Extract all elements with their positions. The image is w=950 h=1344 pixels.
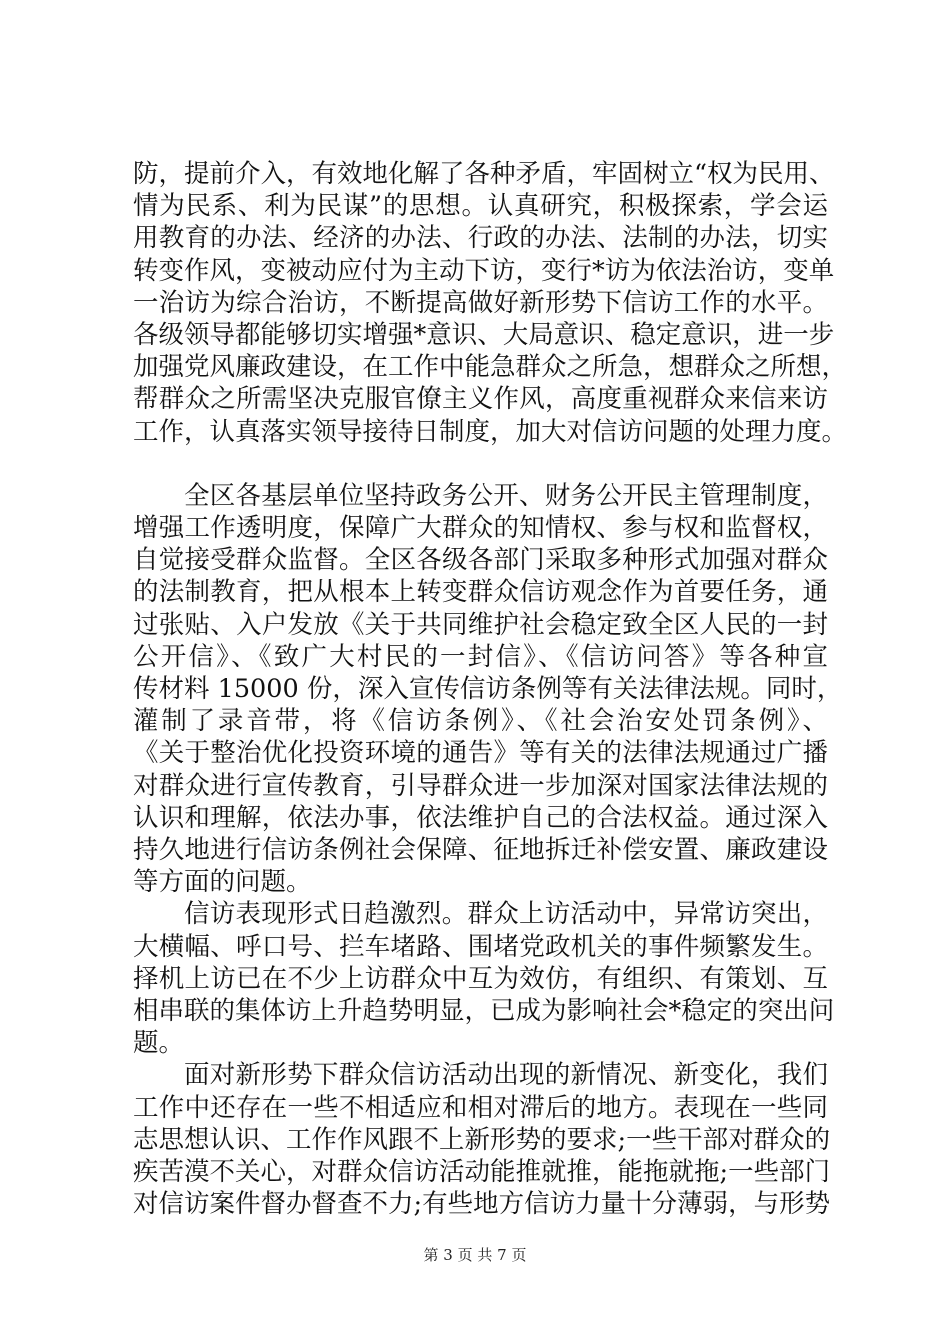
- text-line: 信访表现形式日趋激烈。群众上访活动中，异常访突出，: [184, 899, 828, 930]
- text-line: 防，提前介入，有效地化解了各种矛盾，牢固树立“权为民用、: [133, 159, 835, 189]
- text-line: 工作中还存在一些不相适应和相对滞后的地方。表现在一些同: [133, 1092, 828, 1123]
- text-line: 等方面的问题。: [133, 867, 312, 898]
- text-line: 对群众进行宣传教育，引导群众进一步加深对国家法律法规的: [133, 770, 828, 801]
- text-line: 对信访案件督办督查不力;有些地方信访力量十分薄弱，与形势: [133, 1189, 831, 1220]
- paragraph: [133, 480, 843, 899]
- text-line: 大横幅、呼口号、拦车堵路、围堵党政机关的事件频繁发生。: [133, 931, 828, 962]
- text-line: 情为民系、利为民谋”的思想。认真研究，积极探索，学会运: [133, 191, 828, 222]
- text-line: 用教育的办法、经济的办法、行政的办法、法制的办法，切实: [133, 223, 828, 254]
- text-line: 过张贴、入户发放《关于共同维护社会稳定致全区人民的一封: [133, 609, 828, 640]
- text-line: 增强工作透明度，保障广大群众的知情权、参与权和监督权，: [133, 513, 828, 544]
- text-line: 持久地进行信访条例社会保障、征地拆迁补偿安置、廉政建设: [133, 835, 828, 866]
- text-line: 一治访为综合治访，不断提高做好新形势下信访工作的水平。: [133, 287, 828, 318]
- text-line: 的法制教育，把从根本上转变群众信访观念作为首要任务，通: [133, 577, 828, 608]
- text-line: 工作，认真落实领导接待日制度，加大对信访问题的处理力度。: [133, 416, 848, 447]
- text-line: 传材料 15000 份，深入宣传信访条例等有关法律法规。同时，: [133, 674, 843, 705]
- document-body: [133, 158, 848, 1221]
- text-line: 疾苦漠不关心，对群众信访活动能推就推，能拖就拖;一些部门: [133, 1157, 831, 1188]
- paragraph-gap: [133, 448, 828, 480]
- paragraph: [133, 898, 835, 1059]
- page-footer: 第 3 页 共 7 页: [423, 1246, 527, 1264]
- text-line: 灌制了录音带，将《信访条例》、《社会治安处罚条例》、: [133, 706, 828, 737]
- text-line: 认识和理解，依法办事，依法维护自己的合法权益。通过深入: [133, 802, 828, 833]
- text-line: 相串联的集体访上升趋势明显，已成为影响社会*稳定的突出问: [133, 996, 835, 1027]
- text-line: 转变作风，变被动应付为主动下访，变行*访为依法治访，变单: [133, 255, 835, 286]
- text-line: 全区各基层单位坚持政务公开、财务公开民主管理制度，: [184, 480, 828, 511]
- text-line: 志思想认识、工作作风跟不上新形势的要求;一些干部对群众的: [133, 1124, 831, 1155]
- text-line: 公开信》、《致广大村民的一封信》、《信访问答》等各种宣: [133, 641, 828, 672]
- paragraph: [133, 1059, 831, 1220]
- text-line: 加强党风廉政建设，在工作中能急群众之所急，想群众之所想，: [133, 352, 848, 383]
- text-line: 面对新形势下群众信访活动出现的新情况、新变化，我们: [184, 1060, 828, 1091]
- text-line: 自觉接受群众监督。全区各级各部门采取多种形式加强对群众: [133, 545, 828, 576]
- text-line: 帮群众之所需坚决克服官僚主义作风，高度重视群众来信来访: [133, 384, 828, 415]
- paragraph: [133, 158, 848, 448]
- text-line: 《关于整治优化投资环境的通告》等有关的法律法规通过广播: [133, 738, 828, 769]
- text-line: 题。: [133, 1028, 185, 1059]
- text-line: 各级领导都能够切实增强*意识、大局意识、稳定意识，进一步: [133, 320, 835, 351]
- text-line: 择机上访已在不少上访群众中互为效仿，有组织、有策划、互: [133, 963, 828, 994]
